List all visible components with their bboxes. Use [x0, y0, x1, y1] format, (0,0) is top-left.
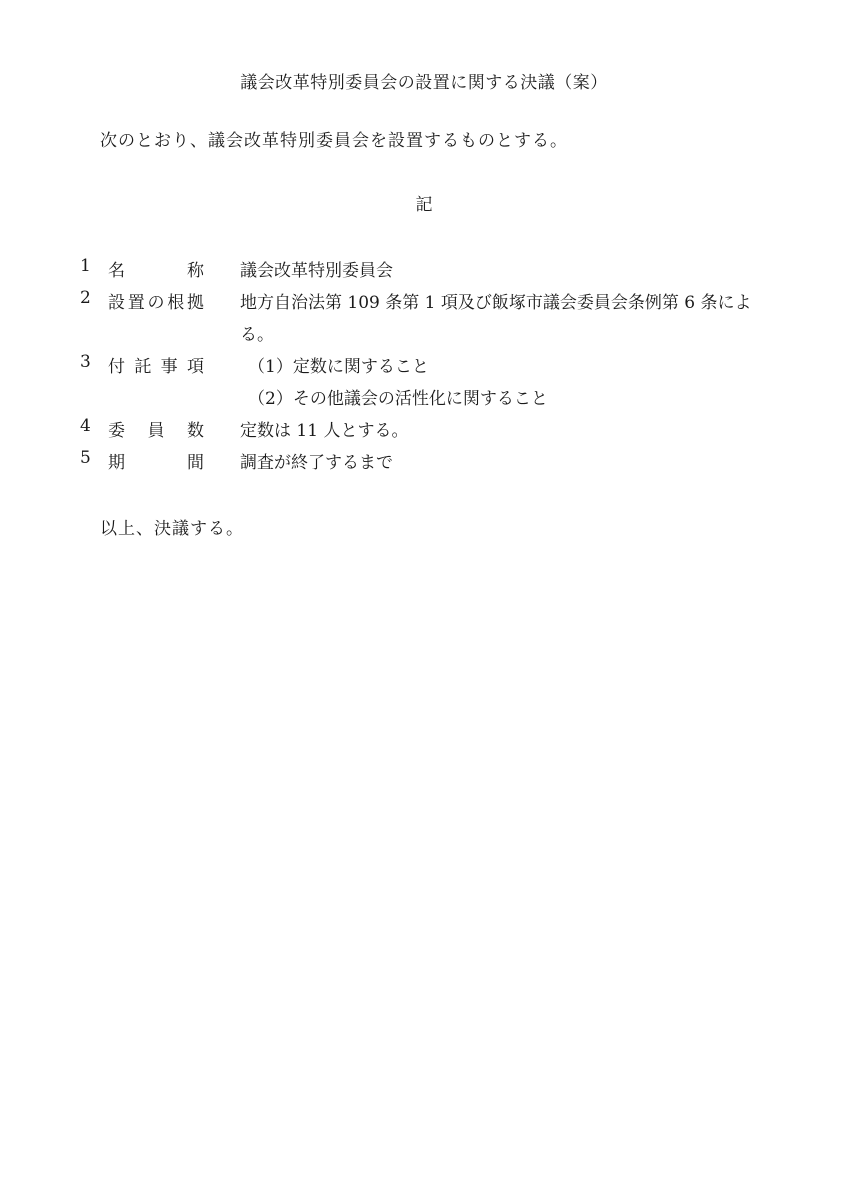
item-label-char: 根	[167, 293, 185, 313]
item-label	[108, 448, 204, 473]
item-number: 5	[80, 448, 91, 468]
item-label-char: 設	[108, 293, 125, 313]
item-value: 地方自治法第 109 条第 1 項及び飯塚市議会委員会条例第 6 条によ	[240, 293, 752, 313]
item-label	[108, 256, 204, 281]
item-number: 3	[80, 352, 91, 372]
item-number: 1	[80, 256, 91, 276]
item-label-char: 拠	[187, 293, 204, 313]
item-label-char: 項	[186, 357, 204, 377]
item-value: 議会改革特別委員会	[240, 261, 393, 281]
item-label-char: 託	[134, 357, 152, 377]
closing-text: 以上、決議する。	[100, 519, 244, 539]
item-label	[108, 352, 204, 377]
item-subitem: （2）その他議会の活性化に関すること	[248, 389, 548, 409]
item-label-char: 事	[160, 357, 178, 377]
item-number: 2	[80, 288, 91, 308]
item-label-char: 間	[187, 453, 204, 473]
item-label-char: 付	[108, 357, 125, 377]
document-title: 議会改革特別委員会の設置に関する決議（案）	[240, 73, 608, 93]
item-label-char: 期	[108, 453, 125, 473]
item-label-char: 員	[147, 421, 165, 441]
item-label-char: 名	[108, 261, 125, 281]
intro-text: 次のとおり、議会改革特別委員会を設置するものとする。	[100, 131, 568, 151]
item-subitem: （1）定数に関すること	[248, 357, 429, 377]
item-label-char: 置	[127, 293, 145, 313]
item-label	[108, 288, 204, 313]
item-label-char: 委	[108, 421, 125, 441]
item-label	[108, 416, 204, 441]
item-value: 調査が終了するまで	[240, 453, 393, 473]
item-value-continued: る。	[240, 325, 274, 345]
item-number: 4	[80, 416, 91, 436]
ki-heading: 記	[415, 195, 433, 215]
item-label-char: 数	[187, 421, 204, 441]
item-label-char: 称	[187, 261, 204, 281]
item-label-char: の	[147, 293, 165, 313]
item-value: 定数は 11 人とする。	[240, 421, 409, 441]
